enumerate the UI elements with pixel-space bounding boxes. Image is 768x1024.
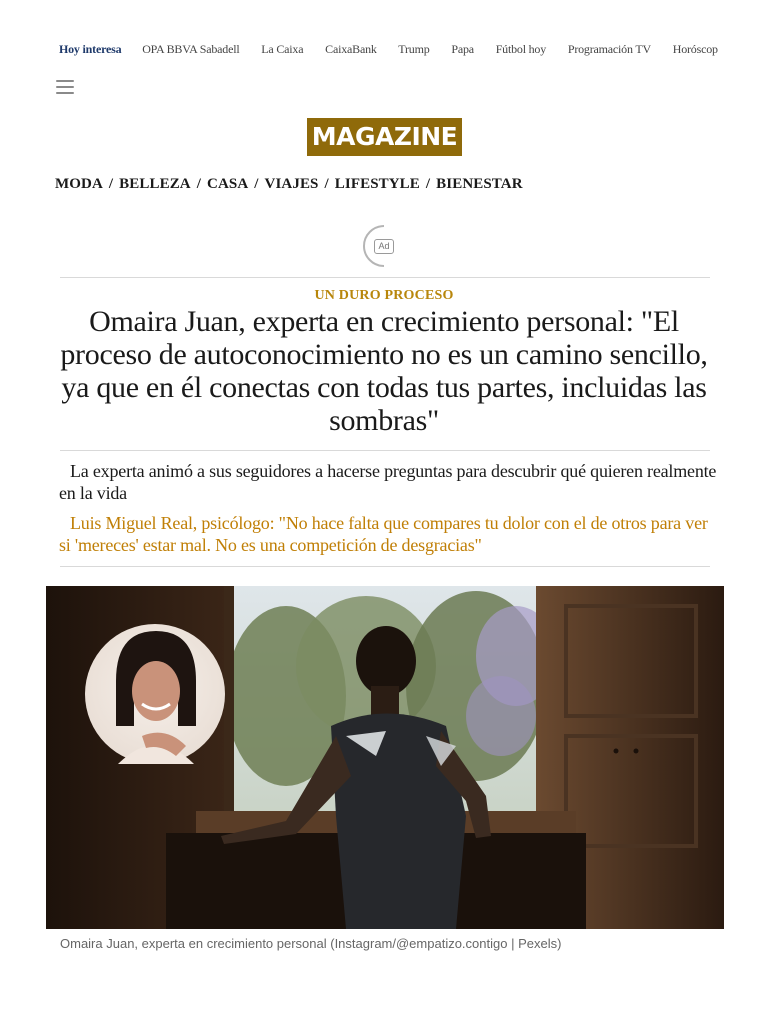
- image-caption: Omaira Juan, experta en crecimiento personal (Instagram/@empatizo.contigo | Pexels): [60, 936, 562, 951]
- trending-item-caixabank[interactable]: CaixaBank: [325, 42, 377, 56]
- section-separator: /: [196, 176, 202, 192]
- article-headline: Omaira Juan, experta en crecimiento personal: "El proceso de autoconocimiento no es un camino sencillo, ya que en él conectas con todas tus partes, incluidas las sombras": [60, 305, 708, 437]
- section-separator: /: [254, 176, 259, 192]
- trending-label: Hoy interesa: [59, 42, 122, 56]
- trending-item-trump[interactable]: Trump: [398, 42, 430, 56]
- divider: [60, 450, 710, 451]
- section-separator: /: [324, 176, 329, 192]
- section-viajes[interactable]: VIAJES: [264, 176, 319, 192]
- hamburger-line: [56, 92, 74, 94]
- ad-label: Ad: [374, 239, 394, 254]
- article-image[interactable]: [46, 586, 724, 929]
- section-bienestar[interactable]: BIENESTAR: [436, 176, 523, 192]
- hamburger-line: [56, 80, 74, 82]
- trending-bar: [59, 42, 768, 60]
- divider: [60, 277, 710, 278]
- section-separator: /: [425, 176, 431, 192]
- related-article-link[interactable]: Luis Miguel Real, psicólogo: "No hace falta que compares tu dolor con el de otros para ver si 'mereces' estar mal. No es una competición de desgracias": [59, 513, 708, 555]
- ad-slot: [362, 224, 406, 268]
- article-subtitle: La experta animó a sus seguidores a hacerse preguntas para descubrir qué quieren realmente en la vida: [59, 461, 717, 503]
- section-casa[interactable]: CASA: [207, 176, 249, 192]
- trending-item-horoscopo[interactable]: Horóscop: [672, 42, 718, 56]
- hamburger-line: [56, 86, 74, 88]
- section-separator: /: [108, 176, 114, 192]
- trending-item-programacion[interactable]: Programación TV: [567, 42, 651, 56]
- section-nav: [55, 176, 523, 193]
- divider: [60, 566, 710, 567]
- section-moda[interactable]: MODA: [55, 176, 103, 192]
- trending-item-lacaixa[interactable]: La Caixa: [261, 42, 304, 56]
- article-kicker: UN DURO PROCESO: [314, 288, 454, 303]
- trending-item-futbol[interactable]: Fútbol hoy: [495, 42, 547, 56]
- section-lifestyle[interactable]: LIFESTYLE: [334, 176, 420, 192]
- trending-item-opa[interactable]: OPA BBVA Sabadell: [142, 42, 240, 56]
- magazine-logo[interactable]: MAGAZINE: [307, 118, 462, 156]
- section-belleza[interactable]: BELLEZA: [119, 176, 191, 192]
- hamburger-icon[interactable]: [56, 80, 74, 94]
- trending-item-papa[interactable]: Papa: [451, 42, 474, 56]
- article-photo-illustration: [46, 586, 724, 929]
